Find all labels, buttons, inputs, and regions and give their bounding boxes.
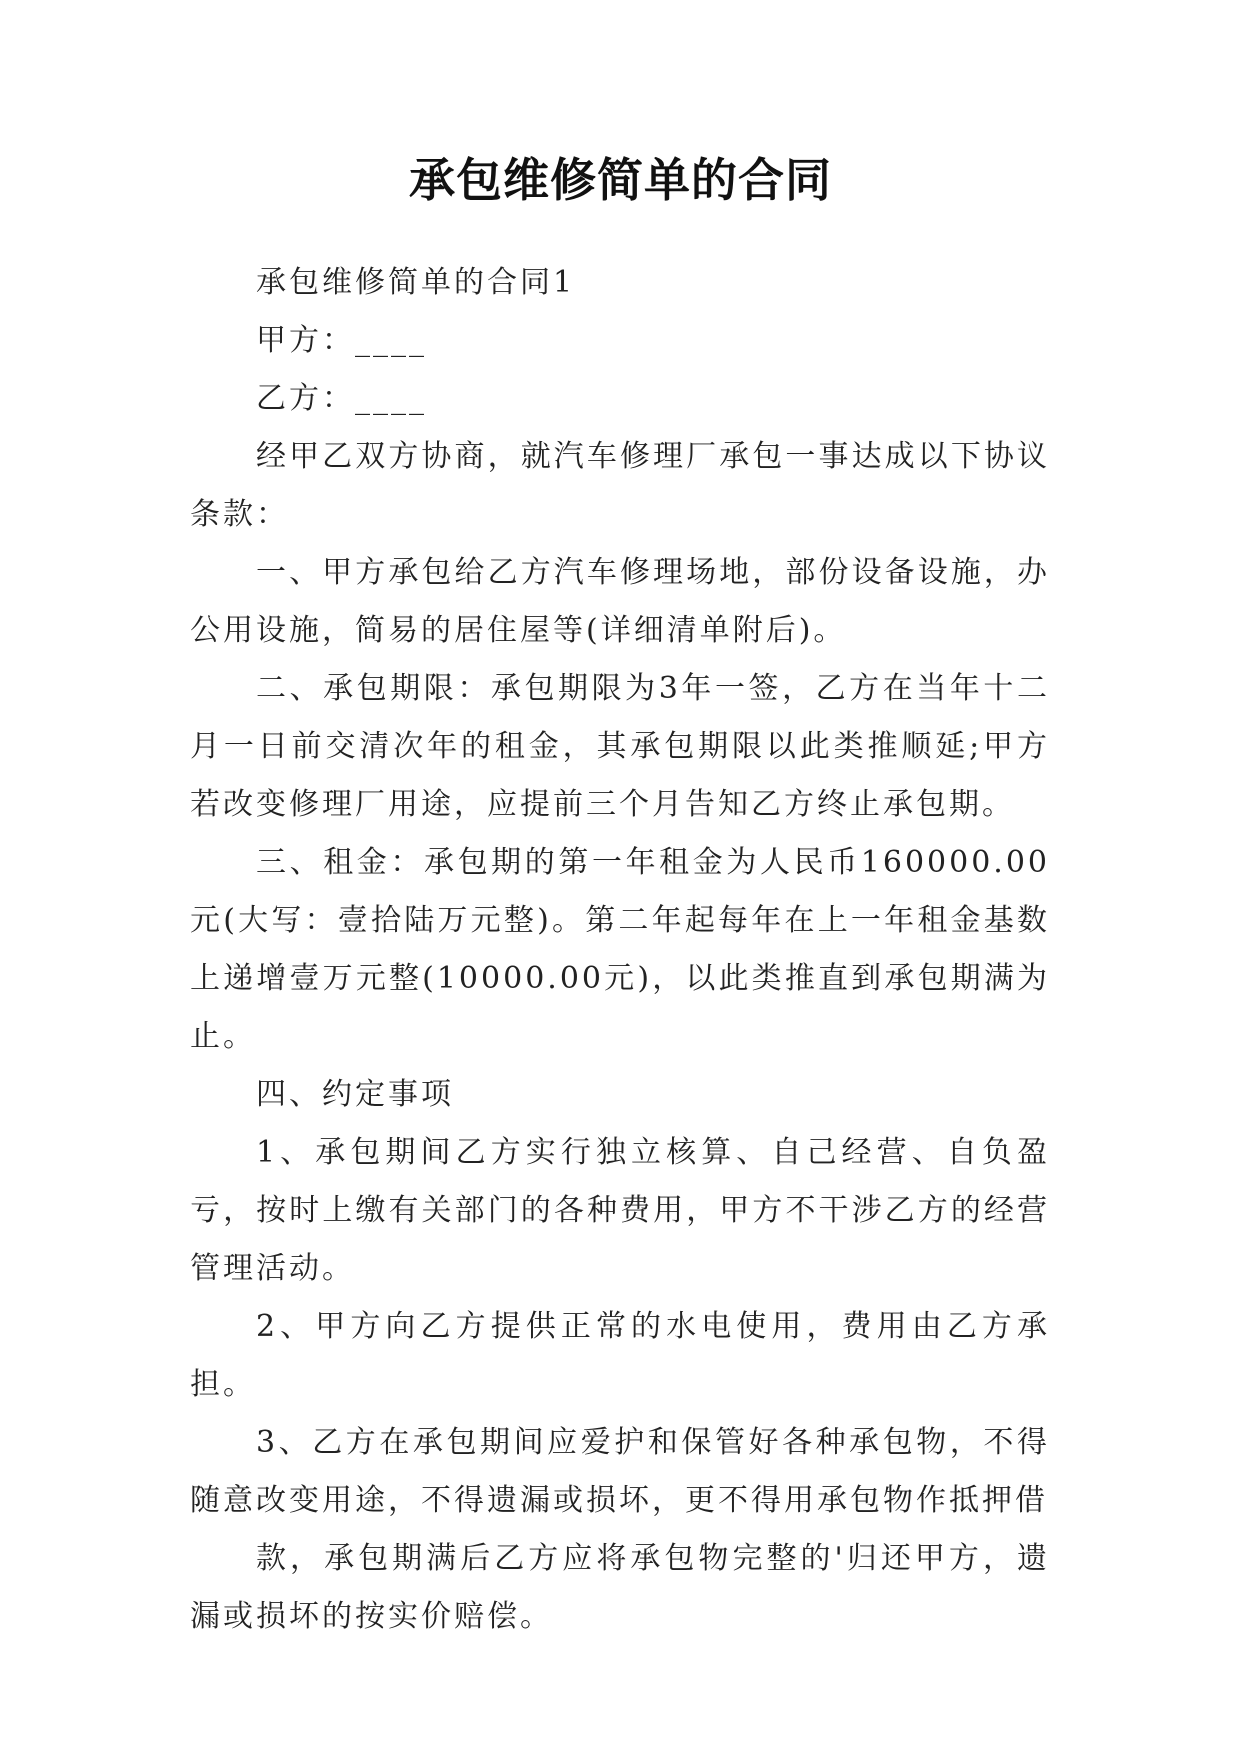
party-a-line: 甲方：____	[256, 323, 427, 358]
clause-4-heading: 四、约定事项	[256, 1077, 454, 1112]
clause-1-premises: 一、甲方承包给乙方汽车修理场地，部份设备设施，办公用设施，简易的居住屋等(详细清单附后)。	[190, 555, 1050, 648]
item-1-operations: 1、承包期间乙方实行独立核算、自己经营、自负盈亏，按时上缴有关部门的各种费用，甲方不干涉乙方的经营管理活动。	[190, 1135, 1050, 1286]
document-title: 承包维修简单的合同	[409, 153, 832, 207]
item-3-continued: 款，承包期满后乙方应将承包物完整的'归还甲方，遗漏或损坏的按实价赔偿。	[190, 1541, 1050, 1634]
preamble-paragraph: 经甲乙双方协商，就汽车修理厂承包一事达成以下协议条款：	[190, 439, 1050, 532]
clause-3-rent: 三、租金：承包期的第一年租金为人民币160000.00元(大写：壹拾陆万元整)。第二年起每年在上一年租金基数上递增壹万元整(10000.00元)，以此类推直到承包期满为止。	[190, 845, 1050, 1054]
document-body	[190, 254, 1050, 1646]
item-2-utilities: 2、甲方向乙方提供正常的水电使用，费用由乙方承担。	[190, 1309, 1050, 1402]
party-b-line: 乙方：____	[256, 381, 427, 416]
clause-2-term: 二、承包期限：承包期限为3年一签，乙方在当年十二月一日前交清次年的租金，其承包期限以此类推顺延;甲方若改变修理厂用途，应提前三个月告知乙方终止承包期。	[190, 671, 1050, 822]
contract-subtitle: 承包维修简单的合同1	[256, 265, 576, 300]
item-3-custody: 3、乙方在承包期间应爱护和保管好各种承包物，不得随意改变用途，不得遗漏或损坏，更不得用承包物作抵押借	[190, 1425, 1050, 1518]
